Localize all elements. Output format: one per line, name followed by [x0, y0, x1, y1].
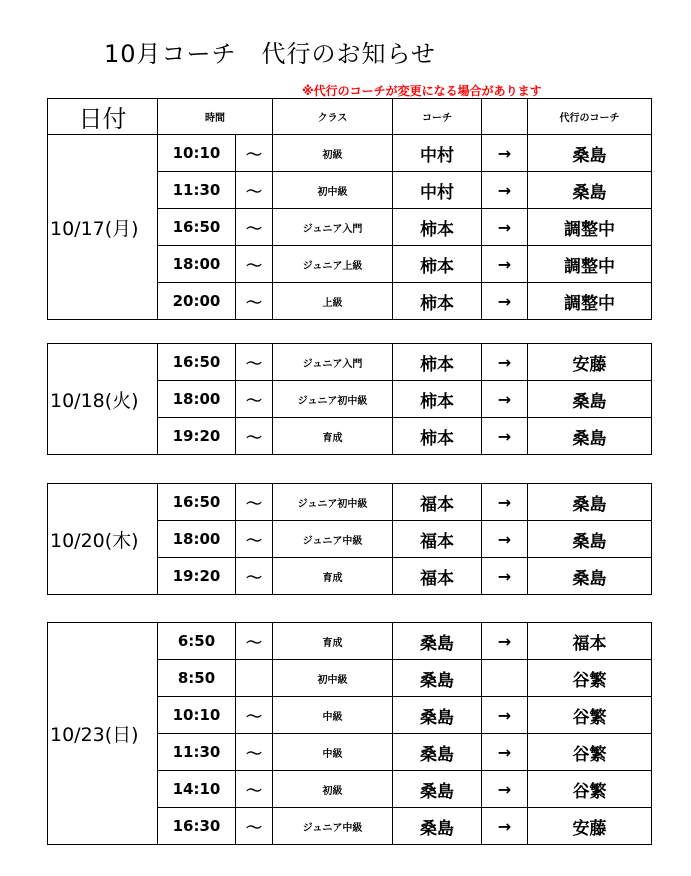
substitute-cell: 福本 [528, 623, 652, 660]
time-cell: 14:10 [158, 771, 236, 808]
tilde-cell: ～ [236, 418, 273, 455]
tilde-cell: ～ [236, 521, 273, 558]
date-cell: 10/18(火) [48, 344, 158, 455]
coach-cell: 中村 [393, 135, 482, 172]
class-cell: ジュニア入門 [273, 209, 393, 246]
coach-cell: 福本 [393, 558, 482, 595]
substitute-cell: 桑島 [528, 558, 652, 595]
substitute-cell: 調整中 [528, 283, 652, 320]
table-row [48, 623, 652, 660]
substitute-cell: 桑島 [528, 172, 652, 209]
arrow-cell: → [482, 209, 528, 246]
substitute-cell: 谷繁 [528, 734, 652, 771]
tilde-cell: ～ [236, 697, 273, 734]
class-cell: 上級 [273, 283, 393, 320]
time-cell: 8:50 [158, 660, 236, 697]
schedule-table-1018 [47, 343, 652, 455]
time-cell: 16:50 [158, 484, 236, 521]
time-cell: 11:30 [158, 172, 236, 209]
arrow-cell: → [482, 135, 528, 172]
arrow-cell: → [482, 344, 528, 381]
class-cell: 育成 [273, 623, 393, 660]
tilde-cell: ～ [236, 209, 273, 246]
change-notice: ※代行のコーチが変更になる場合があります [302, 84, 542, 98]
arrow-cell: → [482, 697, 528, 734]
substitute-cell: 調整中 [528, 246, 652, 283]
schedule-table-1023 [47, 622, 652, 845]
date-cell: 10/17(月) [48, 135, 158, 320]
header-row [48, 99, 652, 135]
time-cell: 16:50 [158, 209, 236, 246]
tilde-cell: ～ [236, 246, 273, 283]
date-cell: 10/20(木) [48, 484, 158, 595]
arrow-cell: → [482, 418, 528, 455]
coach-cell: 福本 [393, 484, 482, 521]
coach-cell: 桑島 [393, 660, 482, 697]
tilde-cell: ～ [236, 623, 273, 660]
tilde-cell: ～ [236, 344, 273, 381]
arrow-cell: → [482, 283, 528, 320]
substitute-cell: 桑島 [528, 418, 652, 455]
tilde-cell: ～ [236, 484, 273, 521]
class-cell: ジュニア上級 [273, 246, 393, 283]
date-cell: 10/23(日) [48, 623, 158, 845]
time-cell: 16:50 [158, 344, 236, 381]
header-class: クラス [273, 99, 393, 135]
class-cell: ジュニア中級 [273, 521, 393, 558]
class-cell: 初中級 [273, 660, 393, 697]
class-cell: 中級 [273, 697, 393, 734]
coach-cell: 福本 [393, 521, 482, 558]
arrow-cell: → [482, 172, 528, 209]
substitute-cell: 谷繁 [528, 697, 652, 734]
class-cell: 中級 [273, 734, 393, 771]
header-blank [482, 99, 528, 135]
tilde-cell: ～ [236, 381, 273, 418]
arrow-cell: → [482, 623, 528, 660]
time-cell: 19:20 [158, 418, 236, 455]
class-cell: ジュニア中級 [273, 808, 393, 845]
time-cell: 18:00 [158, 521, 236, 558]
coach-cell: 桑島 [393, 623, 482, 660]
substitute-cell: 桑島 [528, 381, 652, 418]
schedule-table-1017 [47, 98, 652, 320]
class-cell: 初中級 [273, 172, 393, 209]
time-cell: 20:00 [158, 283, 236, 320]
tilde-cell: ～ [236, 135, 273, 172]
substitute-cell: 調整中 [528, 209, 652, 246]
time-cell: 18:00 [158, 381, 236, 418]
coach-cell: 桑島 [393, 697, 482, 734]
arrow-cell: → [482, 484, 528, 521]
arrow-cell: → [482, 246, 528, 283]
tilde-cell: ～ [236, 808, 273, 845]
coach-cell: 桑島 [393, 808, 482, 845]
tilde-cell: ～ [236, 771, 273, 808]
coach-cell: 柿本 [393, 344, 482, 381]
table-row [48, 135, 652, 172]
arrow-cell: → [482, 771, 528, 808]
class-cell: 育成 [273, 418, 393, 455]
substitute-cell: 桑島 [528, 521, 652, 558]
time-cell: 10:10 [158, 135, 236, 172]
class-cell: ジュニア入門 [273, 344, 393, 381]
header-time: 時間 [158, 99, 273, 135]
arrow-cell: → [482, 381, 528, 418]
table-row [48, 344, 652, 381]
coach-cell: 柿本 [393, 418, 482, 455]
schedule-table-1020 [47, 483, 652, 595]
time-cell: 19:20 [158, 558, 236, 595]
class-cell: ジュニア初中級 [273, 484, 393, 521]
time-cell: 16:30 [158, 808, 236, 845]
arrow-cell: → [482, 558, 528, 595]
time-cell: 18:00 [158, 246, 236, 283]
substitute-cell: 桑島 [528, 135, 652, 172]
coach-cell: 桑島 [393, 771, 482, 808]
coach-cell: 中村 [393, 172, 482, 209]
time-cell: 6:50 [158, 623, 236, 660]
tilde-cell: ～ [236, 283, 273, 320]
time-cell: 11:30 [158, 734, 236, 771]
substitute-cell: 谷繁 [528, 660, 652, 697]
arrow-cell: → [482, 521, 528, 558]
substitute-cell: 安藤 [528, 344, 652, 381]
table-row [48, 484, 652, 521]
substitute-cell: 桑島 [528, 484, 652, 521]
substitute-cell: 安藤 [528, 808, 652, 845]
class-cell: 初級 [273, 135, 393, 172]
coach-cell: 桑島 [393, 734, 482, 771]
header-date: 日付 [48, 99, 158, 135]
tilde-cell: ～ [236, 172, 273, 209]
tilde-cell [236, 660, 273, 697]
tilde-cell: ～ [236, 558, 273, 595]
coach-cell: 柿本 [393, 246, 482, 283]
header-coach: コーチ [393, 99, 482, 135]
class-cell: ジュニア初中級 [273, 381, 393, 418]
coach-cell: 柿本 [393, 209, 482, 246]
arrow-cell: → [482, 808, 528, 845]
class-cell: 初級 [273, 771, 393, 808]
tilde-cell: ～ [236, 734, 273, 771]
header-substitute: 代行のコーチ [528, 99, 652, 135]
arrow-cell: → [482, 734, 528, 771]
page-title: 10月コーチ 代行のお知らせ [104, 40, 436, 68]
class-cell: 育成 [273, 558, 393, 595]
arrow-cell [482, 660, 528, 697]
coach-cell: 柿本 [393, 381, 482, 418]
coach-cell: 柿本 [393, 283, 482, 320]
substitute-cell: 谷繁 [528, 771, 652, 808]
time-cell: 10:10 [158, 697, 236, 734]
